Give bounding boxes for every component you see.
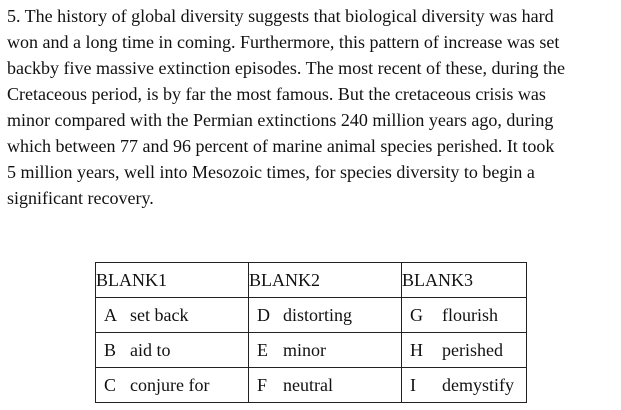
answer-option-i[interactable] [402, 368, 527, 403]
option-text: conjure for [130, 374, 210, 395]
option-text: minor [283, 339, 326, 360]
passage-line: 5. The history of global diversity suggests that biological diversity was hard [7, 6, 554, 26]
passage-line: significant recovery. [7, 188, 154, 208]
answer-choices-table [95, 262, 527, 403]
option-letter: B [104, 339, 117, 360]
option-text: distorting [283, 304, 353, 325]
question-passage [7, 3, 619, 211]
option-letter: H [410, 339, 423, 360]
passage-line: 5 million years, well into Mesozoic times, for species diversity to begin a [7, 162, 535, 182]
passage-line: Cretaceous period, is by far the most famous. But the cretaceous crisis was [7, 84, 546, 104]
table-row [96, 333, 527, 368]
option-text: aid to [130, 339, 171, 360]
option-text: neutral [283, 374, 333, 395]
table-header-row [96, 263, 527, 298]
passage-line: won and a long time in coming. Furthermore, this pattern of increase was set [7, 32, 560, 52]
option-letter: C [104, 374, 117, 395]
answer-option-h[interactable] [402, 333, 527, 368]
passage-line: minor compared with the Permian extinctions 240 million years ago, during [7, 110, 554, 130]
blank2-header: BLANK2 [249, 263, 402, 298]
option-letter: G [410, 304, 423, 325]
passage-line: backby five massive extinction episodes. The most recent of these, during the [7, 58, 566, 78]
table-row [96, 298, 527, 333]
blank3-header: BLANK3 [402, 263, 527, 298]
blank1-header: BLANK1 [96, 263, 249, 298]
answer-option-b[interactable] [96, 333, 249, 368]
option-letter: I [410, 374, 416, 395]
option-text: perished [442, 339, 503, 360]
option-letter: D [257, 304, 270, 325]
answer-option-f[interactable] [249, 368, 402, 403]
option-text: set back [130, 304, 189, 325]
passage-line: which between 77 and 96 percent of marine animal species perished. It took [7, 136, 555, 156]
answer-option-a[interactable] [96, 298, 249, 333]
option-letter: E [257, 339, 268, 360]
answer-option-d[interactable] [249, 298, 402, 333]
answer-option-g[interactable] [402, 298, 527, 333]
option-letter: A [104, 304, 117, 325]
option-letter: F [257, 374, 268, 395]
answer-option-c[interactable] [96, 368, 249, 403]
answer-option-e[interactable] [249, 333, 402, 368]
option-text: demystify [442, 374, 514, 395]
option-text: flourish [442, 304, 498, 325]
table-row [96, 368, 527, 403]
